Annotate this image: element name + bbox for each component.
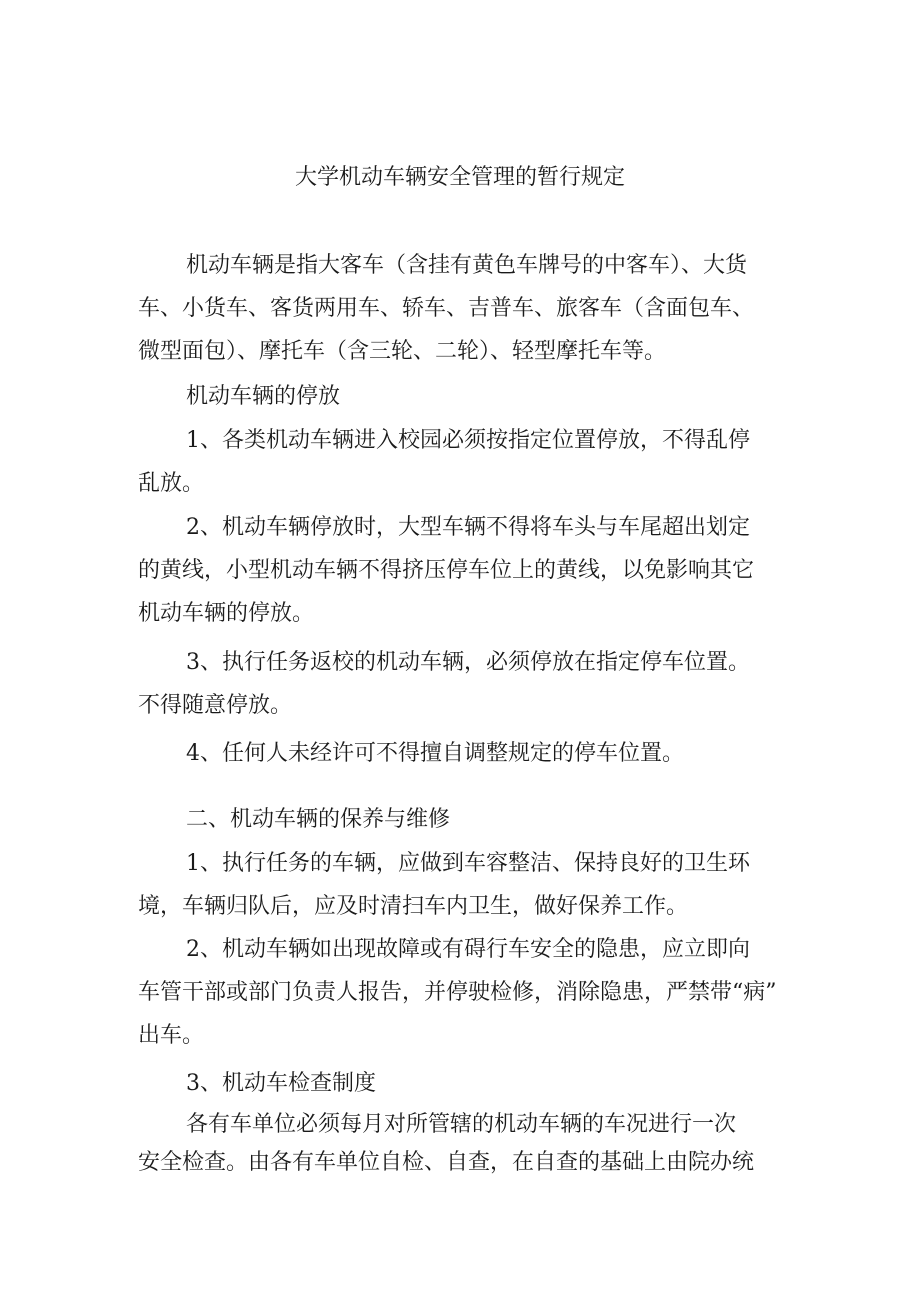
paragraph-maintenance-1 bbox=[138, 842, 798, 928]
paragraph-line: 1、执行任务的车辆，应做到车容整洁、保持良好的卫生环 bbox=[186, 851, 750, 876]
paragraph-line: 各有车单位必须每月对所管辖的机动车辆的车况进行一次 bbox=[186, 1112, 737, 1137]
heading-text: 机动车辆的停放 bbox=[186, 384, 341, 409]
paragraph-line: 安全检查。由各有车单位自检、自查，在自查的基础上由院办统 bbox=[138, 1150, 755, 1175]
paragraph-line: 境，车辆归队后，应及时清扫车内卫生，做好保养工作。 bbox=[138, 894, 689, 919]
paragraph-line: 机动车辆的停放。 bbox=[138, 601, 315, 626]
paragraph-line: 车、小货车、客货两用车、轿车、吉普车、旅客车（含面包车、 bbox=[138, 296, 755, 321]
section-heading-parking bbox=[138, 375, 798, 418]
paragraph-parking-1 bbox=[138, 419, 798, 505]
heading-text: 3、机动车检查制度 bbox=[186, 1071, 376, 1096]
paragraph-line: 2、机动车辆如出现故障或有碍行车安全的隐患，应立即向 bbox=[186, 937, 750, 962]
paragraph-line: 1、各类机动车辆进入校园必须按指定位置停放，不得乱停 bbox=[186, 428, 750, 453]
paragraph-line: 不得随意停放。 bbox=[138, 693, 293, 718]
paragraph-line: 出车。 bbox=[138, 1023, 205, 1048]
document-title: 大学机动车辆安全管理的暂行规定 bbox=[294, 165, 625, 190]
paragraph-inspection-1 bbox=[138, 1106, 798, 1182]
paragraph-line: 乱放。 bbox=[138, 471, 205, 496]
paragraph-parking-3 bbox=[138, 641, 798, 727]
heading-text: 二、机动车辆的保养与维修 bbox=[186, 807, 451, 832]
paragraph-line: 车管干部或部门负责人报告，并停驶检修，消除隐患，严禁带“病” bbox=[138, 980, 777, 1005]
paragraph-parking-4 bbox=[138, 732, 798, 775]
section-heading-inspection bbox=[138, 1062, 798, 1105]
paragraph-line: 微型面包）、摩托车（含三轮、二轮）、轻型摩托车等。 bbox=[138, 339, 667, 364]
paragraph-maintenance-2 bbox=[138, 928, 798, 1057]
paragraph-intro bbox=[138, 244, 798, 373]
paragraph-line: 机动车辆是指大客车（含挂有黄色车牌号的中客车）、大货 bbox=[186, 253, 748, 278]
paragraph-line: 4、任何人未经许可不得擅自调整规定的停车位置。 bbox=[186, 741, 684, 766]
paragraph-parking-2 bbox=[138, 506, 798, 635]
paragraph-line: 3、执行任务返校的机动车辆，必须停放在指定停车位置。 bbox=[186, 650, 750, 675]
section-heading-maintenance bbox=[138, 798, 798, 841]
paragraph-line: 2、机动车辆停放时，大型车辆不得将车头与车尾超出划定 bbox=[186, 515, 750, 540]
paragraph-line: 的黄线，小型机动车辆不得挤压停车位上的黄线，以免影响其它 bbox=[138, 558, 755, 583]
